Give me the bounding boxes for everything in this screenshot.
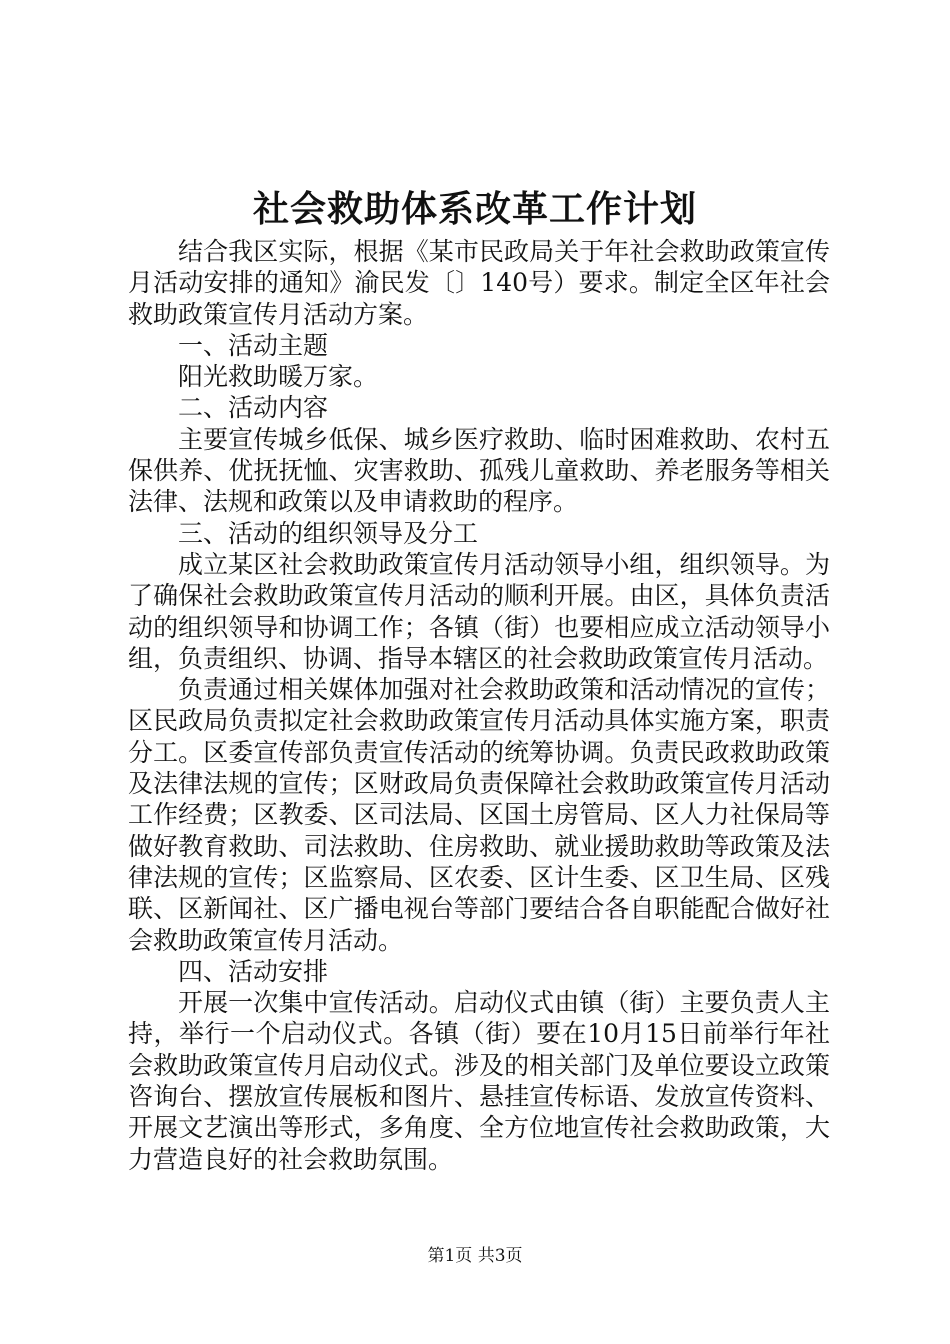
paragraph: 结合我区实际，根据《某市民政局关于年社会救助政策宣传月活动安排的通知》渝民发〔〕140号）要求。制定全区年社会救助政策宣传月活动方案。 [128, 237, 830, 329]
section-heading: 三、活动的组织领导及分工 [178, 518, 479, 548]
paragraph: 开展一次集中宣传活动。启动仪式由镇（街）主要负责人主持，举行一个启动仪式。各镇（街）要在10月15日前举行年社会救助政策宣传月启动仪式。涉及的相关部门及单位要设立政策咨询台、摆放宣传展板和图片、悬挂宣传标语、发放宣传资料、开展文艺演出等形式，多角度、全方位地宣传社会救助政策，大力营造良好的社会救助氛围。 [128, 988, 830, 1174]
section-heading: 一、活动主题 [178, 330, 329, 360]
section-heading: 四、活动安排 [178, 956, 329, 986]
document-title: 社会救助体系改革工作计划 [252, 189, 697, 230]
paragraph: 负责通过相关媒体加强对社会救助政策和活动情况的宣传；区民政局负责拟定社会救助政策宣传月活动具体实施方案，职责分工。区委宣传部负责宣传活动的统筹协调。负责民政救助政策及法律法规的宣传；区财政局负责保障社会救助政策宣传月活动工作经费；区教委、区司法局、区国土房管局、区人力社保局等做好教育救助、司法救助、住房救助、就业援助救助等政策及法律法规的宣传；区监察局、区农委、区计生委、区卫生局、区残联、区新闻社、区广播电视台等部门要结合各自职能配合做好社会救助政策宣传月活动。 [128, 675, 830, 955]
document-body [128, 236, 830, 1175]
paragraph: 主要宣传城乡低保、城乡医疗救助、临时困难救助、农村五保供养、优抚抚恤、灾害救助、孤残儿童救助、养老服务等相关法律、法规和政策以及申请救助的程序。 [128, 424, 830, 517]
paragraph: 阳光救助暖万家。 [178, 362, 379, 392]
section-heading: 二、活动内容 [178, 393, 329, 423]
paragraph: 成立某区社会救助政策宣传月活动领导小组，组织领导。为了确保社会救助政策宣传月活动的顺利开展。由区，具体负责活动的组织领导和协调工作；各镇（街）也要相应成立活动领导小组，负责组织、协调、指导本辖区的社会救助政策宣传月活动。 [128, 549, 830, 673]
page-footer: 第1页 共3页 [427, 1246, 523, 1266]
